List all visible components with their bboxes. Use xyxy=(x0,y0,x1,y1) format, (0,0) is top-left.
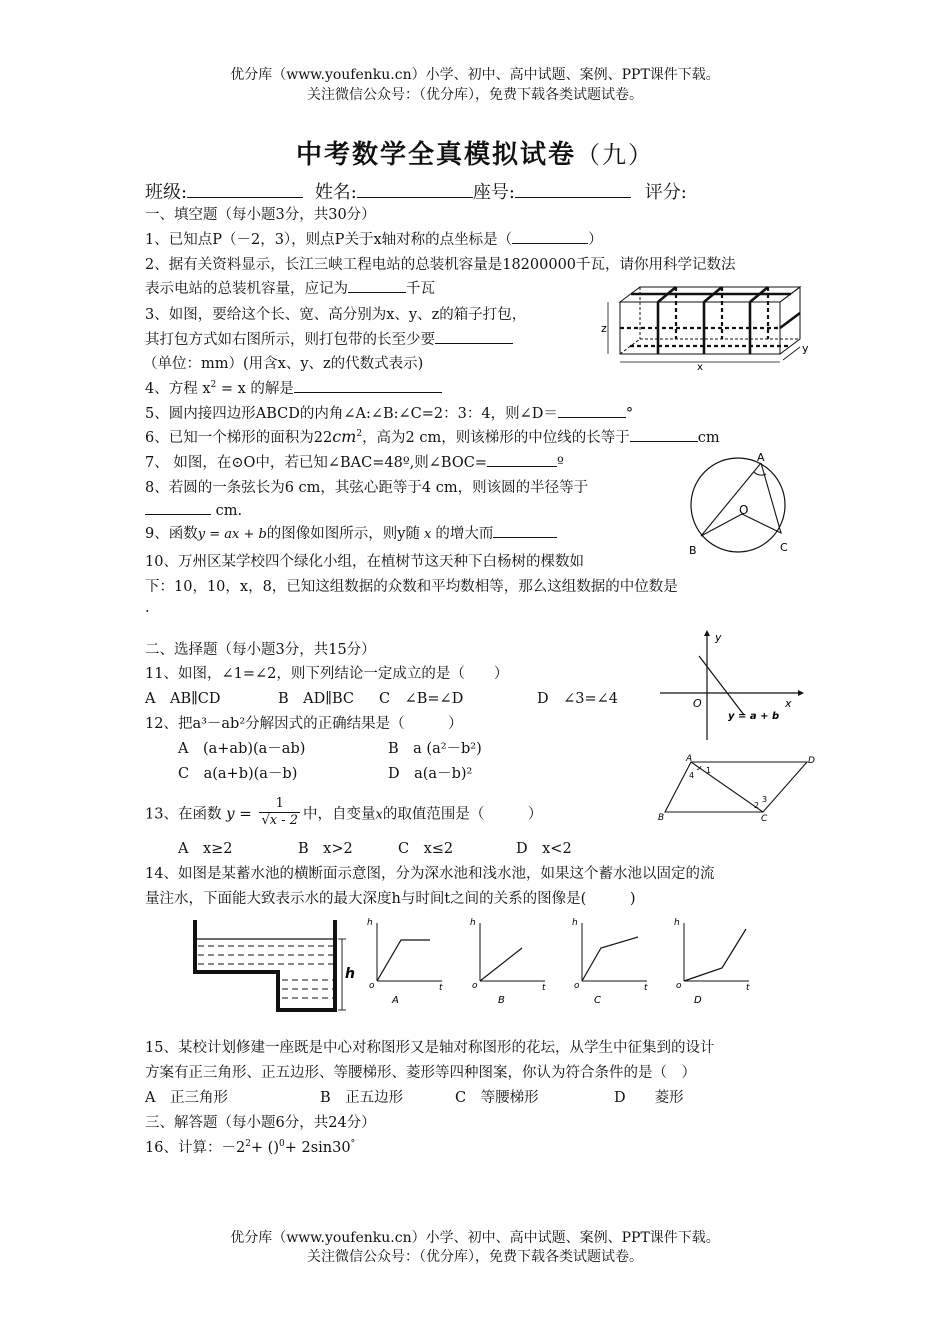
circle-figure xyxy=(680,448,810,558)
q12-option-a[interactable]: A (a+ab)(a－ab) xyxy=(178,741,306,757)
circle-label-b: B xyxy=(689,544,697,557)
graphs-figure xyxy=(362,913,762,1008)
line-graph-equation: y = a + b xyxy=(728,711,780,722)
box-figure xyxy=(600,282,815,374)
question-3-line-3: （单位：mm）(用含x、y、z的代数式表示) xyxy=(143,356,424,372)
circle-label-o: O xyxy=(739,503,749,517)
para-label-4: 4 xyxy=(689,771,695,780)
question-6: 6、已知一个梯形的面积为$22cm^2$，高为2 cm，则该梯形的中位线的长等于 cm xyxy=(145,427,720,446)
title-main: 中考数学全真模拟试卷 xyxy=(295,140,576,170)
graph-c-h: h xyxy=(572,918,578,928)
answer-blank[interactable] xyxy=(348,278,406,293)
answer-blank[interactable] xyxy=(558,403,626,418)
circle-label-a: A xyxy=(757,451,765,464)
question-14-line-1: 14、如图是某蓄水池的横断面示意图，分为深水池和浅水池，如果这个蓄水池以固定的流 xyxy=(145,866,715,882)
graph-b-label: B xyxy=(498,995,505,1006)
question-3-line-1: 3、如图，要给这个长、宽、高分别为x、y、z的箱子打包， xyxy=(145,307,527,323)
q15-option-d[interactable]: D 菱形 xyxy=(614,1090,684,1106)
question-15-line-1: 15、某校计划修建一座既是中心对称图形又是轴对称图形的花坛，从学生中征集到的设计 xyxy=(145,1040,715,1056)
para-label-2: 2 xyxy=(754,801,760,810)
question-1: 1、已知点P（－2，3），则点P关于x轴对称的点坐标是（ ） xyxy=(145,228,603,249)
title-sub: （九） xyxy=(576,141,654,169)
graph-a-h: h xyxy=(367,918,373,928)
box-label-y: y xyxy=(802,342,809,355)
pool-figure xyxy=(190,912,362,1017)
answer-blank[interactable] xyxy=(435,329,513,344)
graph-d-h: h xyxy=(674,918,680,928)
line-graph-figure xyxy=(655,628,805,746)
q13-option-c[interactable]: C x≤2 xyxy=(398,841,454,857)
para-label-c: C xyxy=(761,814,768,824)
header-line-2: 关注微信公众号：（优分库），免费下载各类试题试卷。 xyxy=(307,87,643,103)
q11-option-d[interactable]: D ∠3=∠4 xyxy=(537,691,619,707)
graph-d-label: D xyxy=(694,995,702,1006)
para-label-d: D xyxy=(808,756,815,766)
q13-option-b[interactable]: B x>2 xyxy=(298,841,353,857)
name-label: 姓名: xyxy=(314,182,357,203)
question-12: 12、把a³－ab²分解因式的正确结果是（ ） xyxy=(145,716,463,732)
graph-a-t: t xyxy=(439,983,443,993)
question-8-line-2: cm. xyxy=(145,500,242,519)
question-10-line-3: . xyxy=(145,600,150,616)
question-9: 9、函数y = ax + b的图像如图所示，则y随 x 的增大而 xyxy=(145,522,557,543)
q12-option-c[interactable]: C a(a+b)(a－b) xyxy=(178,766,298,782)
q15-option-b[interactable]: B 正五边形 xyxy=(320,1090,404,1106)
answer-blank[interactable] xyxy=(145,500,211,515)
q13-option-a[interactable]: A x≥2 xyxy=(178,841,233,857)
q13-option-d[interactable]: D x<2 xyxy=(516,841,572,857)
graph-b-h: h xyxy=(470,918,476,928)
fraction: $\frac{1}{√x - 2}$ xyxy=(261,796,299,828)
answer-blank[interactable] xyxy=(630,427,698,442)
graph-d-t: t xyxy=(746,983,750,993)
box-label-x: x xyxy=(697,362,703,373)
line-graph-label-y: y xyxy=(715,631,722,644)
question-13: 13、在函数 y = $\frac{1}{√x - 2}$ 中，自变量x的取值范围是（ ） xyxy=(145,796,543,828)
q15-option-a[interactable]: A 正三角形 xyxy=(145,1090,228,1106)
footer-line-1: 优分库（www.youfenku.cn）小学、初中、高中试题、案例、PPT课件下载。 xyxy=(230,1230,720,1246)
graph-a-o: o xyxy=(369,981,375,991)
graph-c-label: C xyxy=(594,995,601,1006)
q15-option-c[interactable]: C 等腰梯形 xyxy=(455,1090,539,1106)
section-multiple-choice: 二、选择题（每小题3分，共15分） xyxy=(145,642,376,658)
question-8-line-1: 8、若圆的一条弦长为6 cm，其弦心距等于4 cm，则该圆的半径等于 xyxy=(145,480,589,496)
question-7: 7、 如图，在⊙O中，若已知∠BAC=48º,则∠BOC= º xyxy=(145,451,564,472)
question-4: 4、方程 $x^2 = x$ 的解是 xyxy=(145,377,442,398)
seat-field[interactable] xyxy=(515,183,631,198)
question-10-line-2: 下：10，10，x，8，已知这组数据的众数和平均数相等，那么这组数据的中位数是 xyxy=(145,579,678,595)
graph-a-label: A xyxy=(392,995,399,1006)
question-14-line-2: 量注水，下面能大致表示水的最大深度h与时间t之间的关系的图像是( ) xyxy=(145,891,636,907)
footer-line-2: 关注微信公众号：（优分库），免费下载各类试题试卷。 xyxy=(307,1249,643,1265)
para-label-3: 3 xyxy=(762,795,768,804)
para-label-b: B xyxy=(658,813,665,823)
graph-b-t: t xyxy=(542,983,546,993)
pool-label-h: h xyxy=(345,966,355,982)
para-label-1: 1 xyxy=(706,766,712,775)
line-graph-label-x: x xyxy=(785,697,792,710)
section-solve: 三、解答题（每小题6分，共24分） xyxy=(145,1115,376,1131)
question-3-line-2: 其打包方式如右图所示，则打包带的长至少要 xyxy=(145,328,513,349)
q12-option-b[interactable]: B a (a²－b²) xyxy=(388,741,482,757)
q11-option-a[interactable]: A AB∥CD xyxy=(145,691,221,707)
score-label: 评分: xyxy=(644,182,687,203)
graph-c-o: o xyxy=(574,981,580,991)
para-label-a: A xyxy=(686,754,693,764)
section-fill-blank: 一、填空题（每小题3分，共30分） xyxy=(145,207,376,223)
question-5: 5、圆内接四边形ABCD的内角∠A:∠B:∠C=2：3：4，则∠D＝ ° xyxy=(145,402,633,423)
answer-blank[interactable] xyxy=(487,452,557,467)
answer-blank[interactable] xyxy=(493,523,557,538)
graph-b-o: o xyxy=(472,981,478,991)
graph-c-t: t xyxy=(644,983,648,993)
question-16: 16、计算：$-2^2+ ()^0+ 2\sin 30^\circ$ xyxy=(145,1139,356,1156)
box-label-z: z xyxy=(601,322,607,335)
student-info-line xyxy=(145,178,687,204)
parallelogram-figure xyxy=(655,752,825,824)
answer-blank[interactable] xyxy=(294,378,442,393)
question-2-line-1: 2、据有关资料显示，长江三峡工程电站的总装机容量是18200000千瓦，请你用科学记数法 xyxy=(145,257,736,273)
header-line-1: 优分库（www.youfenku.cn）小学、初中、高中试题、案例、PPT课件下载。 xyxy=(230,67,720,83)
name-field[interactable] xyxy=(357,183,473,198)
graph-d-o: o xyxy=(676,981,682,991)
class-label: 班级: xyxy=(145,182,188,203)
class-field[interactable] xyxy=(187,183,303,198)
line-graph-label-origin: O xyxy=(693,697,702,710)
question-11: 11、如图，∠1=∠2，则下列结论一定成立的是（ ） xyxy=(145,666,509,682)
question-2-line-2: 表示电站的总装机容量，应记为 千瓦 xyxy=(145,277,435,298)
page-title xyxy=(0,134,950,171)
question-15-line-2: 方案有正三角形、正五边形、等腰梯形、菱形等四种图案，你认为符合条件的是（ ） xyxy=(145,1065,696,1081)
q11-option-b[interactable]: B AD∥BC xyxy=(278,691,354,707)
q12-option-d[interactable]: D a(a－b)² xyxy=(388,766,473,782)
q11-option-c[interactable]: C ∠B=∠D xyxy=(379,691,464,707)
seat-label: 座号: xyxy=(472,182,515,203)
answer-blank[interactable] xyxy=(512,229,588,244)
circle-label-c: C xyxy=(780,541,788,554)
question-10-line-1: 10、万州区某学校四个绿化小组，在植树节这天种下白杨树的棵数如 xyxy=(145,554,584,570)
